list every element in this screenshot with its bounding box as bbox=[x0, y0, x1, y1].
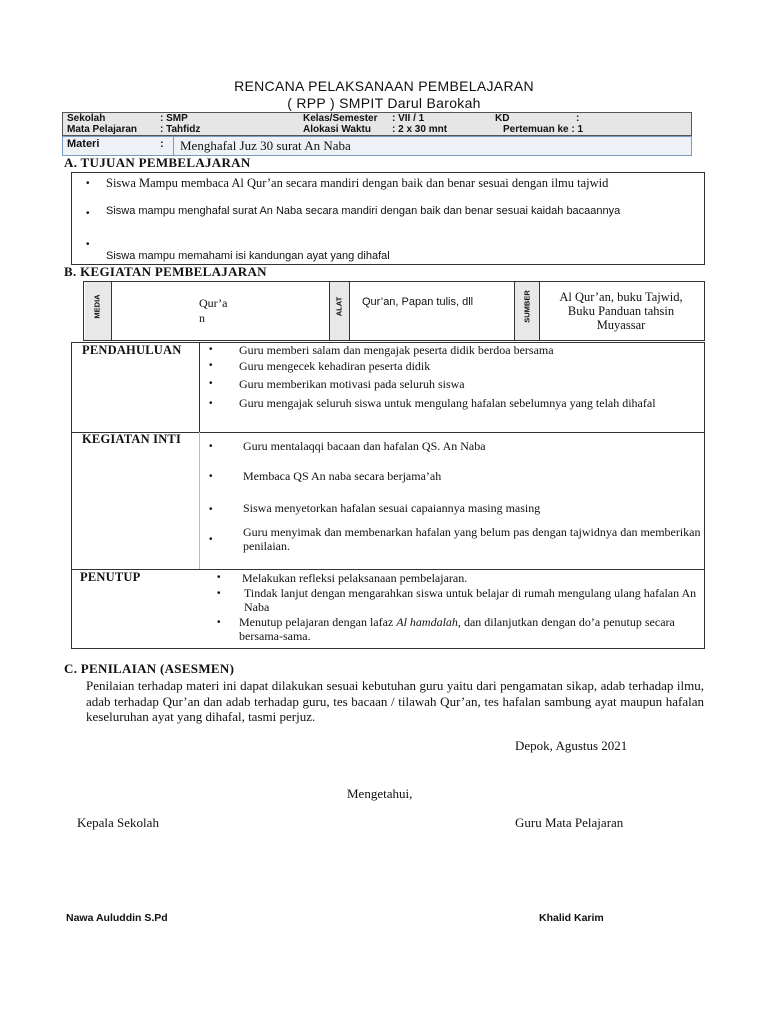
penutup-label: PENUTUP bbox=[80, 570, 141, 584]
materi-row bbox=[62, 136, 692, 156]
tujuan-box bbox=[71, 172, 705, 265]
bullet-icon: • bbox=[209, 471, 213, 482]
mapel-value: : Tahfidz bbox=[160, 124, 201, 135]
bullet-icon: • bbox=[217, 588, 221, 599]
inti-item-4: Guru menyimak dan membenarkan hafalan yang belum pas dengan tajwidnya dan memberikan penilaian. bbox=[243, 525, 701, 553]
sumber-value: Al Qur’an, buku Tajwid, Buku Panduan tahsin Muyassar bbox=[559, 290, 683, 332]
inti-item-1: Guru mentalaqqi bacaan dan hafalan QS. An Naba bbox=[243, 439, 486, 453]
bullet-icon: • bbox=[209, 344, 213, 355]
pendahuluan-label: PENDAHULUAN bbox=[82, 343, 182, 357]
tujuan-item-1: Siswa Mampu membaca Al Qur’an secara mandiri dengan baik dan benar sesuai dengan ilmu tajwid bbox=[106, 176, 609, 190]
kepala-sekolah-name: Nawa Auluddin S.Pd bbox=[66, 912, 168, 924]
penutup-item-3-end: dan dilanjutkan dengan do’a penutup secara bersama-sama. bbox=[239, 615, 675, 643]
bullet-icon: • bbox=[209, 360, 213, 371]
media-value: Qur’a n bbox=[199, 296, 228, 325]
media-table bbox=[83, 281, 705, 341]
tujuan-item-2: Siswa mampu menghafal surat An Naba secara mandiri dengan baik dan benar sesuai kaidah bacaannya bbox=[106, 205, 621, 217]
bullet-icon: • bbox=[209, 441, 213, 452]
alat-value: Qur’an, Papan tulis, dll bbox=[362, 296, 474, 308]
activities-table bbox=[71, 342, 705, 649]
penilaian-text: Penilaian terhadap materi ini dapat dilakukan sesuai kebutuhan guru yaitu dari pengamatan sikap, adab terhadap ilmu, adab terhadap Qur’an dan adab terhadap guru, tes bacaan / tilawah Qur’an, tes hafalan sambung ayat maupun hafalan keseluruhan ayat yang dihafal, tasmi perjuz. bbox=[86, 678, 704, 724]
inti-item-3: Siswa menyetorkan hafalan sesuai capaiannya masing masing bbox=[243, 501, 541, 515]
place-date: Depok, Agustus 2021 bbox=[515, 738, 628, 753]
document-subtitle: ( RPP ) SMPIT Darul Barokah bbox=[287, 95, 481, 111]
section-b-heading: B. KEGIATAN PEMBELAJARAN bbox=[64, 264, 267, 279]
penutup-item-2: Tindak lanjut dengan mengarahkan siswa untuk belajar di rumah mengulang ulang hafalan An Naba bbox=[244, 586, 697, 614]
info-table bbox=[62, 112, 692, 136]
document-title: RENCANA PELAKSANAAN PEMBELAJARAN bbox=[234, 78, 534, 94]
materi-value: Menghafal Juz 30 surat An Naba bbox=[180, 138, 351, 153]
pendahuluan-item-4: Guru mengajak seluruh siswa untuk mengulang hafalan sebelumnya yang telah dihafal bbox=[239, 396, 656, 410]
kelas-label: Kelas/Semester bbox=[303, 113, 378, 124]
penutup-item-1: Melakukan refleksi pelaksanaan pembelajaran. bbox=[242, 571, 468, 585]
mengetahui-label: Mengetahui, bbox=[347, 786, 413, 801]
penutup-item-3-italic: Al hamdalah, bbox=[396, 615, 461, 629]
penutup-item-3 bbox=[239, 616, 702, 643]
pendahuluan-item-1: Guru memberi salam dan mengajak peserta didik berdoa bersama bbox=[239, 343, 554, 357]
inti-label: KEGIATAN INTI bbox=[82, 432, 182, 446]
tujuan-item-3: Siswa mampu memahami isi kandungan ayat yang dihafal bbox=[106, 250, 390, 262]
pendahuluan-item-2: Guru mengecek kehadiran peserta didik bbox=[239, 359, 431, 373]
pendahuluan-item-3: Guru memberikan motivasi pada seluruh siswa bbox=[239, 377, 465, 391]
guru-name: Khalid Karim bbox=[539, 912, 604, 924]
kd-label: KD bbox=[495, 113, 510, 124]
bullet-icon: • bbox=[209, 398, 213, 409]
guru-mapel-label: Guru Mata Pelajaran bbox=[515, 815, 624, 830]
bullet-icon: • bbox=[86, 239, 90, 250]
alokasi-label: Alokasi Waktu bbox=[303, 124, 371, 135]
bullet-icon: • bbox=[86, 178, 90, 189]
bullet-icon: • bbox=[86, 208, 90, 219]
section-a-heading: A. TUJUAN PEMBELAJARAN bbox=[64, 155, 251, 170]
materi-colon: : bbox=[160, 138, 164, 150]
kd-value: : bbox=[576, 113, 580, 124]
sekolah-label: Sekolah bbox=[67, 113, 106, 124]
materi-label: Materi bbox=[67, 138, 100, 150]
media-label: MEDIA bbox=[92, 294, 102, 319]
sekolah-value: : SMP bbox=[160, 113, 188, 124]
bullet-icon: • bbox=[209, 378, 213, 389]
section-c-heading: C. PENILAIAN (ASESMEN) bbox=[64, 661, 235, 676]
sumber-label: SUMBER bbox=[522, 290, 532, 323]
bullet-icon: • bbox=[217, 572, 221, 583]
kepala-sekolah-label: Kepala Sekolah bbox=[77, 815, 159, 830]
pertemuan-label: Pertemuan ke : 1 bbox=[503, 124, 584, 135]
penutup-item-3-start: Menutup pelajaran dengan lafaz bbox=[239, 615, 394, 629]
alokasi-value: : 2 x 30 mnt bbox=[392, 124, 448, 135]
bullet-icon: • bbox=[217, 617, 221, 628]
bullet-icon: • bbox=[209, 534, 213, 545]
inti-item-2: Membaca QS An naba secara berjama’ah bbox=[243, 469, 442, 483]
bullet-icon: • bbox=[209, 504, 213, 515]
mapel-label: Mata Pelajaran bbox=[67, 124, 138, 135]
kelas-value: : VII / 1 bbox=[392, 113, 425, 124]
alat-label: ALAT bbox=[334, 296, 344, 317]
